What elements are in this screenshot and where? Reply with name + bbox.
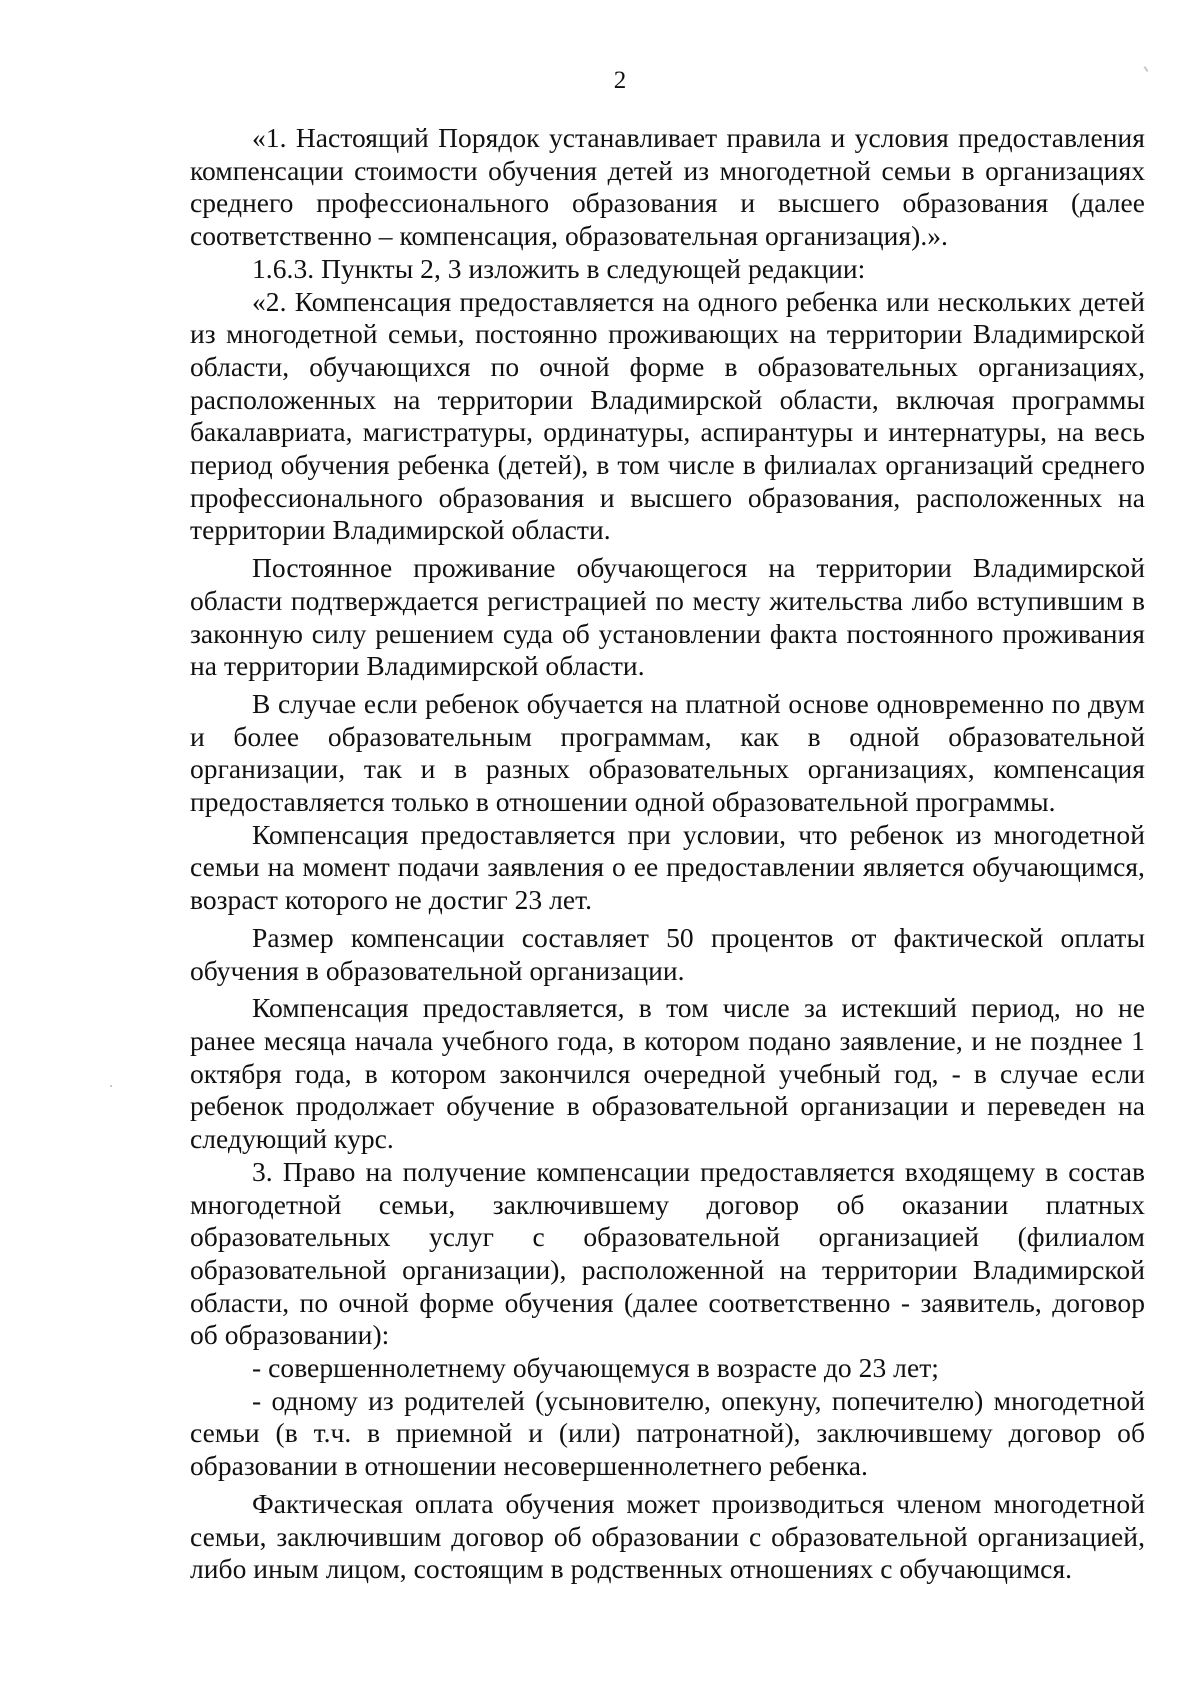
paragraph-3: «2. Компенсация предоставляется на одного ребенка или нескольких детей из многодетной семьи, постоянно проживающих на территории Владимирской области, обучающихся по очной форме в образовательных организациях, расположенных на территории Владимирской области, включая программы бакалавриата, магистратуры, ординатуры, аспирантуры и интернатуры, на весь период обучения ребенка (детей), в том числе в филиалах организаций среднего профессионального образования и высшего образования, расположенных на территории Владимирской области. bbox=[190, 285, 1145, 546]
paragraph-1: «1. Настоящий Порядок устанавливает правила и условия предоставления компенсации стоимости обучения детей из многодетной семьи в организациях среднего профессионального образования и высшего образования (далее соответственно – компенсация, образовательная организация).». bbox=[190, 122, 1145, 252]
paragraph-9: 3. Право на получение компенсации предоставляется входящему в состав многодетной семьи, заключившему договор об оказании платных образовательных услуг с образовательной организацией (филиалом образовательной организации), расположенной на территории Владимирской области, по очной форме обучения (далее соответственно - заявитель, договор об образовании): bbox=[190, 1155, 1145, 1351]
paragraph-4: Постоянное проживание обучающегося на территории Владимирской области подтверждается регистрацией по месту жительства либо вступившим в законную силу решением суда об установлении факта постоянного проживания на территории Владимирской области. bbox=[190, 552, 1145, 682]
paragraph-6: Компенсация предоставляется при условии, что ребенок из многодетной семьи на момент подачи заявления о ее предоставлении является обучающимся, возраст которого не достиг 23 лет. bbox=[190, 818, 1145, 916]
paragraph-12: Фактическая оплата обучения может производиться членом многодетной семьи, заключившим договор об образовании с образовательной организацией, либо иным лицом, состоящим в родственных отношениях с обучающимся. bbox=[190, 1487, 1145, 1585]
paragraph-2: 1.6.3. Пункты 2, 3 изложить в следующей редакции: bbox=[252, 252, 866, 284]
paragraph-7: Размер компенсации составляет 50 процентов от фактической оплаты обучения в образовательной организации. bbox=[190, 921, 1145, 986]
paragraph-10: - совершеннолетнему обучающемуся в возрасте до 23 лет; bbox=[252, 1352, 939, 1384]
scan-speck bbox=[110, 1085, 112, 1087]
document-body bbox=[190, 122, 1145, 1586]
page-number: 2 bbox=[613, 67, 627, 94]
paragraph-5: В случае если ребенок обучается на платной основе одновременно по двум и более образовательным программам, как в одной образовательной организации, так и в разных образовательных организациях, компенсация предоставляется только в отношении одной образовательной программы. bbox=[190, 687, 1145, 818]
paragraph-11: - одному из родителей (усыновителю, опекуну, попечителю) многодетной семьи (в т.ч. в приемной и (или) патронатной), заключившему договор об образовании в отношении несовершеннолетнего ребенка. bbox=[190, 1384, 1145, 1482]
paragraph-8: Компенсация предоставляется, в том числе за истекший период, но не ранее месяца начала учебного года, в котором подано заявление, и не позднее 1 октября года, в котором закончился очередной учебный год, - в случае если ребенок продолжает обучение в образовательной организации и переведен на следующий курс. bbox=[190, 992, 1145, 1155]
